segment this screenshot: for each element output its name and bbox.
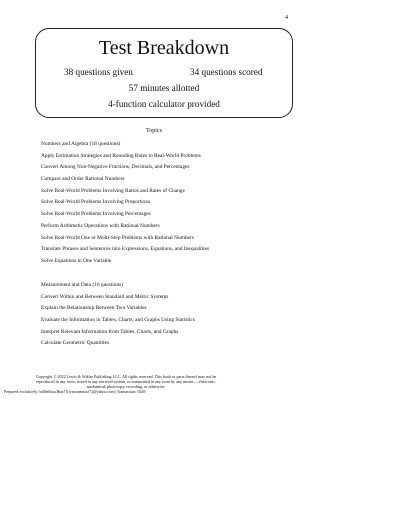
topic-item: Solve Real-World One or Multi-Step Problems with Rational Numbers [41,234,194,241]
topic-item: Interpret Relevant Information from Tables, Charts, and Graphs [41,328,179,335]
copyright-line: Copyright © 2022 Lewis & Wikler Publishing LLC. All rights reserved. This book or parts thereof may not be [35,374,217,379]
copyright-line: mechanical, photocopy, recording, or otherwise. [86,384,166,389]
copyright-notice [2,374,250,389]
topic-item: Numbers and Algebra (18 questions) [41,141,121,147]
topic-item: Explain the Relationship Between Two Variables [41,305,147,312]
prepared-for-notice: Prepared exclusively forMelissa.Hun71(n/mr.nmnraz72@yahoo.com) Transaction: 9249 [4,389,146,394]
algebra-topic-list [41,141,209,270]
topics-heading: Topics [146,128,162,134]
copyright-line: reproduced in any form, stored in any retrieval system, or transmitted in any form by any means —electronic, [36,379,216,384]
topic-item: Solve Real-World Problems Involving Percentages [41,211,151,218]
questions-scored: 34 questions scored [190,67,263,77]
topic-item: Evaluate the Information in Tables, Charts, and Graphs Using Statistics [41,317,195,324]
test-breakdown-box [35,28,293,118]
topic-item: Solve Real-World Problems Involving Ratios and Rates of Change [41,187,185,194]
topic-item: Compare and Order Rational Numbers [41,176,125,183]
topic-item: Convert Within and Between Standard and Metric Systems [41,293,169,300]
topic-item: Solve Equations in One Variable [41,257,112,264]
topic-item: Translate Phrases and Sentences into Expressions, Equations, and Inequalities [41,246,210,253]
measurement-topic-list [41,282,195,352]
topic-item: Calculate Geometric Quantities [41,340,109,347]
time-allotted: 57 minutes allotted [128,83,200,93]
topic-item: Solve Real-World Problems Involving Proportions [41,199,151,206]
questions-given: 38 questions given [64,67,133,77]
page-number: 4 [285,15,288,21]
test-breakdown-title: Test Breakdown [98,37,230,59]
topic-item: Measurement and Data (16 questions) [41,282,124,288]
topic-item: Perform Arithmetic Operations with Rational Numbers [41,222,160,229]
topic-item: Apply Estimation Strategies and Rounding Rules to Real-World Problems [41,152,201,159]
calculator-info: 4-function calculator provided [108,99,220,109]
topic-item: Convert Among Non-Negative Fractions, Decimals, and Percentages [41,164,190,171]
